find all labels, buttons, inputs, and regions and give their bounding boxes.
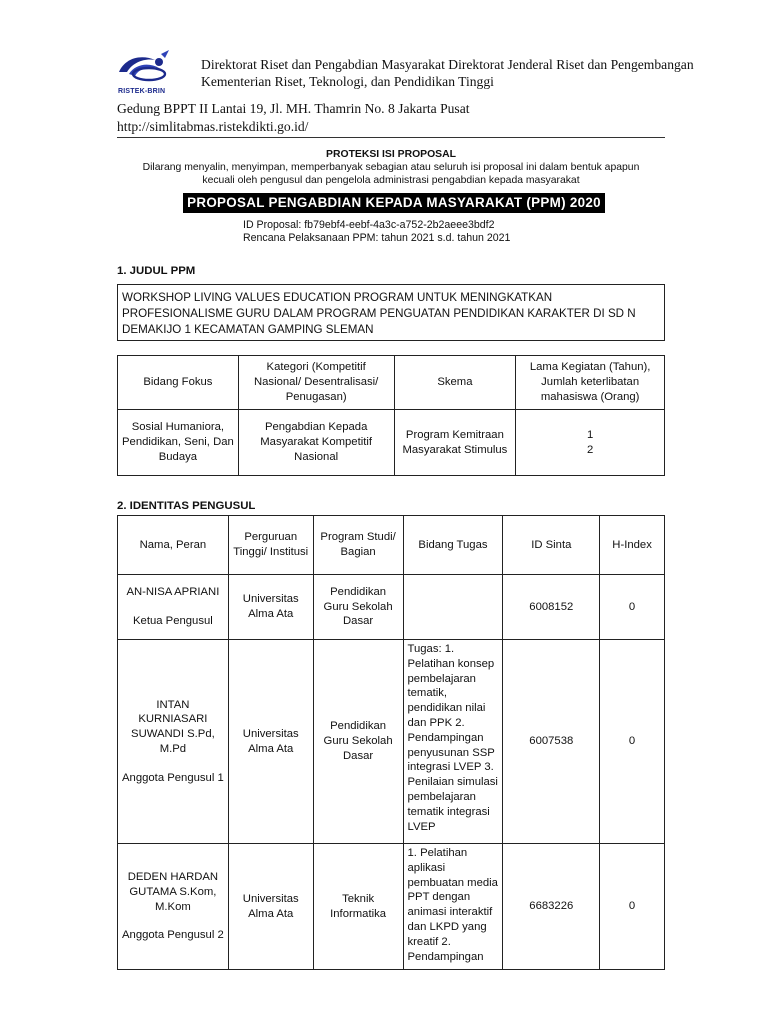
website-link[interactable]: http://simlitabmas.ristekdikti.go.id/ [117,118,309,134]
cell-id-sinta: 6683226 [503,844,600,970]
ppm-info-table [117,355,665,476]
cell-program-studi: Pendidikan Guru Sekolah Dasar [313,575,403,640]
table-header-row [118,356,665,410]
lama-tahun: 1 [587,428,594,441]
header-kategori: Kategori (Kompetitif Nasional/ Desentralisasi/ Penugasan) [238,356,394,410]
header-nama-peran: Nama, Peran [118,516,229,575]
address-line: Gedung BPPT II Lantai 19, Jl. MH. Thamrin No. 8 Jakarta Pusat [117,101,470,116]
cell-program-studi: Pendidikan Guru Sekolah Dasar [313,640,403,844]
protection-notice [117,148,665,187]
table-row [118,844,665,970]
header-program-studi: Program Studi/ Bagian [313,516,403,575]
cell-nama-peran [118,640,229,844]
member-name: INTAN KURNIASARI SUWANDI S.Pd, M.Pd [131,698,215,755]
header-h-index: H-Index [600,516,665,575]
cell-perguruan-tinggi: Universitas Alma Ata [228,575,313,640]
header-id-sinta: ID Sinta [503,516,600,575]
cell-perguruan-tinggi: Universitas Alma Ata [228,640,313,844]
header-skema: Skema [394,356,516,410]
cell-bidang-tugas: 1. Pelatihan aplikasi pembuatan media PPT dengan animasi interaktif dan LKPD yang kreatif 2. Pendampingan [403,844,503,970]
cell-id-sinta: 6007538 [503,640,600,844]
logo-text: RISTEK-BRIN [118,88,166,95]
cell-bidang-tugas: Tugas: 1. Pelatihan konsep pembelajaran tematik, pendidikan nilai dan PPK 2. Pendampingan penyusunan SSP integrasi LVEP 3. Penilaian simulasi pembelajaran tematik integrasi LVEP [403,640,503,844]
identity-table [117,515,665,970]
proposal-banner: PROPOSAL PENGABDIAN KEPADA MASYARAKAT (PPM) 2020 [183,193,605,213]
member-role: Anggota Pengusul 1 [122,771,224,784]
section-title-judul: 1. JUDUL PPM [117,265,196,277]
cell-h-index: 0 [600,640,665,844]
header-lama-kegiatan: Lama Kegiatan (Tahun), Jumlah keterlibatan mahasiswa (Orang) [516,356,665,410]
member-name: DEDEN HARDAN GUTAMA S.Kom, M.Kom [127,870,219,913]
table-row [118,410,665,476]
header-perguruan-tinggi: Perguruan Tinggi/ Institusi [228,516,313,575]
section-title-identitas: 2. IDENTITAS PENGUSUL [117,500,256,512]
organization-name [201,56,694,90]
cell-skema: Program Kemitraan Masyarakat Stimulus [394,410,516,476]
implementation-plan: Rencana Pelaksanaan PPM: tahun 2021 s.d. tahun 2021 [243,232,511,244]
table-row [118,575,665,640]
table-row [118,640,665,844]
proposal-meta [243,219,510,245]
proposal-id: ID Proposal: fb79ebf4-eebf-4a3c-a752-2b2aeee3bdf2 [243,219,495,231]
table-header-row [118,516,665,575]
protection-title: PROTEKSI ISI PROPOSAL [326,149,456,160]
ppm-title-box: WORKSHOP LIVING VALUES EDUCATION PROGRAM UNTUK MENINGKATKAN PROFESIONALISME GURU DALAM PROGRAM PENGUATAN PENDIDIKAN KARAKTER DI SD N DEMAKIJO 1 KECAMATAN GAMPING SLEMAN [117,284,665,341]
cell-bidang-tugas [403,575,503,640]
cell-h-index: 0 [600,844,665,970]
member-name: AN-NISA APRIANI [126,586,220,599]
header-divider [117,137,665,138]
org-line-1: Direktorat Riset dan Pengabdian Masyarakat Direktorat Jenderal Riset dan Pengembangan [201,57,694,72]
cell-id-sinta: 6008152 [503,575,600,640]
jumlah-mahasiswa: 2 [587,443,594,456]
cell-perguruan-tinggi: Universitas Alma Ata [228,844,313,970]
address-block [117,100,470,135]
cell-lama-kegiatan [516,410,665,476]
member-role: Anggota Pengusul 2 [122,929,224,942]
cell-nama-peran [118,844,229,970]
cell-nama-peran [118,575,229,640]
protection-line-2: kecuali oleh pengusul dan pengelola administrasi pengabdian kepada masyarakat [202,175,580,186]
org-line-2: Kementerian Riset, Teknologi, dan Pendidikan Tinggi [201,74,494,89]
header-bidang-fokus: Bidang Fokus [118,356,239,410]
member-role: Ketua Pengusul [133,615,213,627]
cell-bidang-fokus: Sosial Humaniora, Pendidikan, Seni, Dan Budaya [118,410,239,476]
cell-h-index: 0 [600,575,665,640]
cell-program-studi: Teknik Informatika [313,844,403,970]
cell-kategori: Pengabdian Kepada Masyarakat Kompetitif Nasional [238,410,394,476]
protection-line-1: Dilarang menyalin, menyimpan, memperbanyak sebagian atau seluruh isi proposal ini dalam bentuk apapun [142,162,640,173]
header-bidang-tugas: Bidang Tugas [403,516,503,575]
